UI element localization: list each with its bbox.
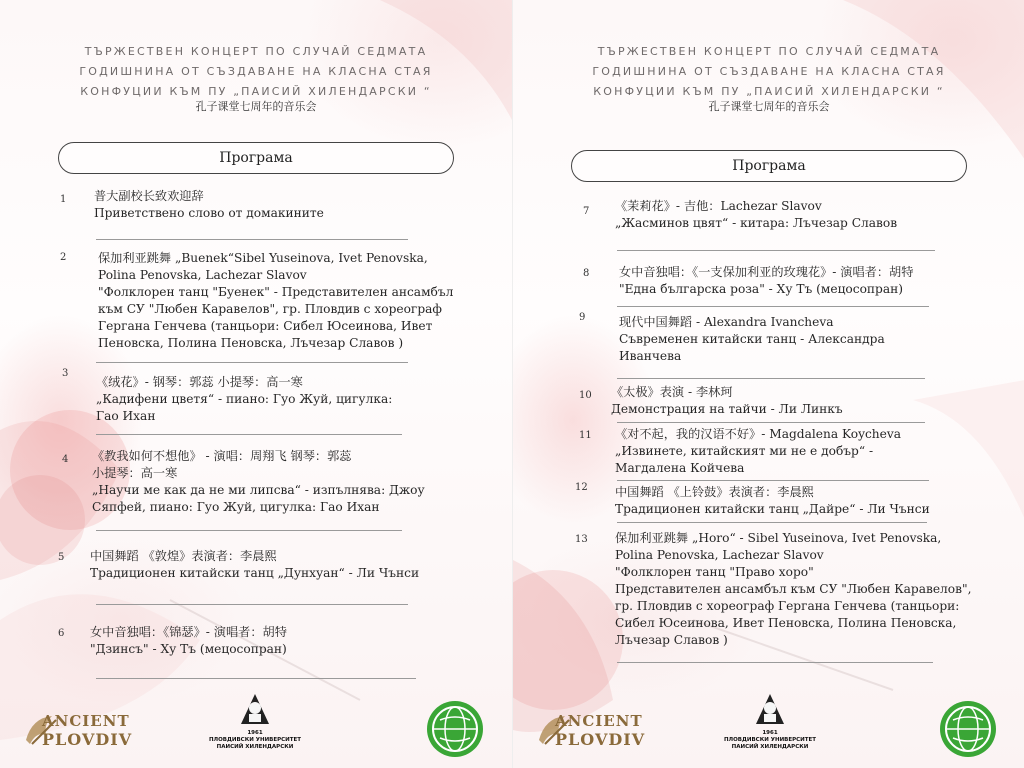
- item-number: 8: [583, 268, 590, 279]
- university-name-line-1: ПЛОВДИВСКИ УНИВЕРСИТЕТ: [208, 737, 302, 743]
- item-text: 《对不起，我的汉语不好》- Magdalena Koycheva „Извинете, китайският ми не е добър“ - Магдалена Койчева: [615, 427, 901, 475]
- item-divider: [96, 434, 402, 435]
- item-text: 保加利亚跳舞 „Horo“ - Sibel Yuseinova, Ivet Penovska, Polina Penovska, Lachezar Slavov "Фолклорен танц "Право хоро" Представителен ансамбъл към СУ "Любен Каравелов", гр. Пловдив с хореограф Гергана Генчева (танцьори: Сибел Юсеинова, Ивет Пеновска, Полина Пеновска, Лъчезар Славов ): [615, 531, 972, 647]
- item-number: 12: [575, 482, 588, 493]
- item-divider: [617, 522, 927, 523]
- university-emblem-icon: [237, 690, 273, 726]
- confucius-institute-globe-icon: [426, 700, 484, 758]
- item-number: 10: [579, 390, 592, 401]
- item-number: 13: [575, 534, 588, 545]
- item-divider: [617, 306, 929, 307]
- item-divider: [617, 250, 935, 251]
- item-number: 4: [62, 454, 69, 465]
- university-year: 1961: [762, 730, 778, 736]
- item-number: 7: [583, 206, 590, 217]
- heading-line-2: ГОДИШНИНА ОТ СЪЗДАВАНЕ НА КЛАСНА СТАЯ: [592, 65, 946, 78]
- item-text: 《茉莉花》- 吉他：Lachezar Slavov „Жасминов цвят“ - китара: Лъчезар Славов: [615, 199, 898, 230]
- confucius-institute-logo: [426, 700, 484, 758]
- item-number: 9: [579, 312, 586, 323]
- heading-line-3: КОНФУЦИИ КЪМ ПУ „ПАИСИЙ ХИЛЕНДАРСКИ “: [80, 85, 432, 98]
- heading-line-1: ТЪРЖЕСТВЕН КОНЦЕРТ ПО СЛУЧАЙ СЕДМАТА: [597, 45, 941, 58]
- program-page-right: [512, 0, 1024, 768]
- item-divider: [96, 530, 402, 531]
- plovdiv-university-logo: [715, 690, 825, 760]
- program-title: Програма: [571, 150, 967, 182]
- heading-chinese: 孔子课堂七周年的音乐会: [708, 100, 830, 113]
- heading-line-3: КОНФУЦИИ КЪМ ПУ „ПАИСИЙ ХИЛЕНДАРСКИ “: [593, 85, 945, 98]
- item-text: 保加利亚跳舞 „Buenek“Sibel Yuseinova, Ivet Penovska, Polina Penovska, Lachezar Slavov "Фолклорен танц "Буенек" - Представителен ансамбъл към СУ "Любен Каравелов", гр. Пловдив с хореограф Гергана Генчева (танцьори: Сибел Юсеинова, Ивет Пеновска, Полина Пеновска, Лъчезар Славов ): [98, 251, 454, 350]
- item-number: 3: [62, 368, 69, 379]
- concert-heading: [0, 42, 512, 114]
- item-text: 女中音独唱：《锦瑟》- 演唱者：胡特 "Дзинсъ" - Ху Тъ (мецосопран): [90, 625, 287, 656]
- item-text: 《教我如何不想他》 - 演唱：周翔飞 钢琴：郭蕊 小提琴：高一寒 „Научи ме как да не ми липсва“ - изпълнява: Джоу Сяпфей, пиано: Гуо Жуй, цигулка: Гао Ихан: [92, 449, 425, 514]
- confucius-institute-logo: [939, 700, 997, 758]
- item-text: 中国舞蹈 《敦煌》表演者：李晨熙 Традиционен китайски танц „Дунхуан“ - Ли Чънси: [90, 549, 420, 580]
- confucius-institute-globe-icon: [939, 700, 997, 758]
- university-name-line-2: ПАИСИЙ ХИЛЕНДАРСКИ: [731, 744, 809, 750]
- item-text: 《绒花》- 钢琴：郭蕊 小提琴：高一寒 „Кадифени цветя“ - пиано: Гуо Жуй, цигулка: Гао Ихан: [96, 375, 393, 423]
- ancient-plovdiv-logo: [535, 706, 655, 754]
- heading-line-2: ГОДИШНИНА ОТ СЪЗДАВАНЕ НА КЛАСНА СТАЯ: [79, 65, 433, 78]
- item-divider: [617, 422, 925, 423]
- item-number: 1: [60, 194, 67, 205]
- item-number: 6: [58, 628, 65, 639]
- university-name-line-2: ПАИСИЙ ХИЛЕНДАРСКИ: [216, 744, 294, 750]
- heading-line-1: ТЪРЖЕСТВЕН КОНЦЕРТ ПО СЛУЧАЙ СЕДМАТА: [84, 45, 428, 58]
- university-name-line-1: ПЛОВДИВСКИ УНИВЕРСИТЕТ: [723, 737, 817, 743]
- ancient-plovdiv-logo: [22, 706, 142, 754]
- item-number: 11: [579, 430, 592, 441]
- item-text: 普大副校长致欢迎辞 Приветствено слово от домакините: [94, 189, 324, 220]
- item-divider: [96, 604, 408, 605]
- item-number: 5: [58, 552, 65, 563]
- item-text: 《太极》表演 - 李林珂 Демонстрация на тайчи - Ли Линкъ: [611, 385, 843, 416]
- item-divider: [617, 480, 929, 481]
- item-text: 中国舞蹈 《上铃鼓》表演者：李晨熙 Традиционен китайски танц „Дайре“ - Ли Чънси: [615, 485, 930, 516]
- plovdiv-university-logo: [200, 690, 310, 760]
- item-divider: [96, 678, 416, 679]
- plovdiv-text: PLOVDIV: [42, 730, 133, 749]
- item-divider: [96, 239, 408, 240]
- item-divider: [617, 378, 925, 379]
- ancient-text: ANCIENT: [42, 712, 130, 730]
- ancient-text: ANCIENT: [555, 712, 643, 730]
- plovdiv-text: PLOVDIV: [555, 730, 646, 749]
- item-divider: [617, 662, 933, 663]
- item-text: 女中音独唱：《一支保加利亚的玫瑰花》- 演唱者：胡特 "Една българска роза" - Ху Тъ (мецосопран): [619, 265, 914, 296]
- university-year: 1961: [247, 730, 263, 736]
- item-number: 2: [60, 252, 67, 263]
- heading-chinese: 孔子课堂七周年的音乐会: [195, 100, 317, 113]
- university-emblem-icon: [752, 690, 788, 726]
- concert-heading: [513, 42, 1024, 114]
- item-divider: [96, 362, 408, 363]
- item-text: 现代中国舞蹈 - Alexandra Ivancheva Съвременен китайски танц - Александра Иванчева: [619, 315, 885, 363]
- program-title: Програма: [58, 142, 454, 174]
